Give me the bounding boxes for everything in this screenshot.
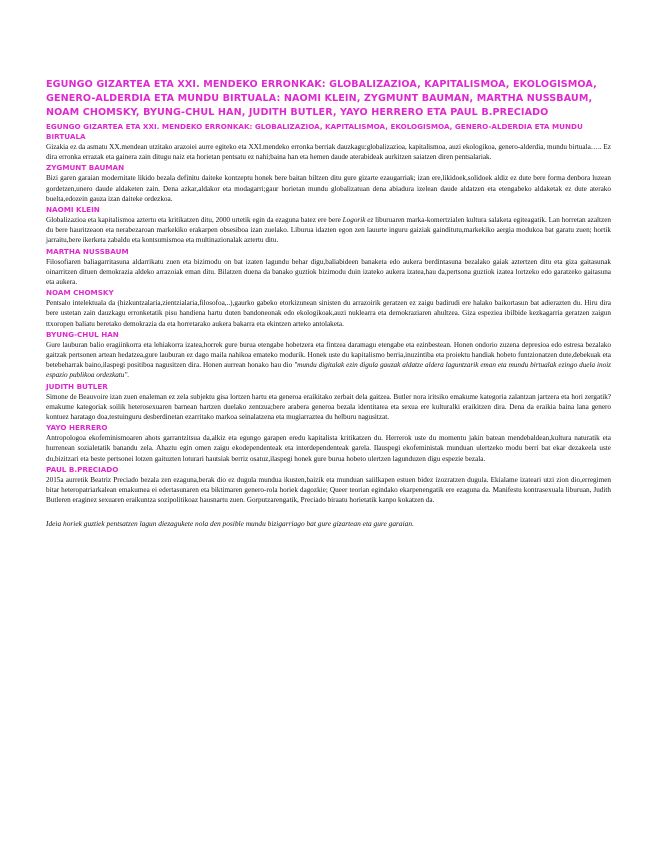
section-heading-chomsky: NOAM CHOMSKY [46,288,114,298]
section-heading-bauman: ZYGMUNT BAUMAN [46,163,125,173]
section-heading-preciado: PAUL B.PRECIADO [46,464,119,474]
section-text-preciado: 2015a aurretik Beatriz Preciado bezala zen ezaguna,berak dio ez dugula mundua ikusten,baizik eta munduan saiilkapen estuen bidez izozratzen dugula. Ekialame izateari utzi zion dio,erregimen bitar heteropatriarkalean emakumea ei edertasunaren eta biktimaren genero-rola horiek dagozkie; Queer teorian egindako ekarpenengatik ere ezaguna da. Manifestu kontrasexuala liburuan, Judith Butleren eraginez sexuaren eraikuntza sozipolitikoaz hausnartu zuen. Gorputzarengatik, Preciado biraatu horietatik kanpo kokatzen da. [46,475,611,505]
klein-text-start: Globalizazioa eta kapitalismoa aztertu eta kritikatzen ditu, 2000 urtetik egin da ezaguna batez ere bere [46,216,343,225]
closing-sentence: Ideia horiek guztiek pentsatzen lagun diezagukete nola den posible mundu bizigarriago bat gure gizartean eta gure garaian. [46,519,414,529]
document-subtitle: EGUNGO GIZARTEA ETA XXI. MENDEKO ERRONKAK: GLOBALIZAZIOA, KAPITALISMOA, EKOLOGISMOA, GENERO-ALDERDIA ETA MUNDU BIRTUALA [46,122,583,141]
section-heading-nussbaum: MARTHA NUSSBAUM [46,246,129,256]
intro-paragraph: Gizakia ez da asmatu XX.mendean utzitako arazoiei aurre egiteko eta XXI.mendeko erronka berriak dauzkagu:globalizazioa, kapitalismoa, auzi ekologikoa, genero-alderdia, mundu birtuala….. Ez dira erronka errazak eta gainera zain ditugu naiz eta horietan pentsatu ez nahi;baina han eta hemen daude aterabideak aurkitzen saiatzen diren pentsalariak. [46,143,611,162]
document-title: EGUNGO GIZARTEA ETA XXI. MENDEKO ERRONKAK: GLOBALIZAZIOA, KAPITALISMOA, EKOLOGISMOA, GENERO-ALDERDIA ETA MUNDU BIRTUALA: NAOMI KLEIN, ZYGMUNT BAUMAN, MARTHA NUSSBAUM, NOAM CHOMSKY, BYUNG-CHUL HAN, JUDITH BUTLER, YAYO HERRERO ETA PAUL B.PRECIADO [46,79,597,118]
section-text-herrero: Antropologoa ekofeminismoaren ahots garrantzitsua da,alkiz eta egungo garapen eredu kapitalista kritikatzen du. Herrerok uste du momentu jakin batean mendebaldean,kultura naturatik eta hurrenean sozialetatik banandu zela. Ahaztu egin omen zaigu ekodependenteak eta interdependenteak garela. Ilauspegi ekofeministak munduan ulertzeko modu berri bat ekar dezakeela uste du,bizitzari eta beste pertsonei lotzen gaituzten loturari hautsiak berriz osatuz,ilaspegi honek gure burua hobeto ulertzen lagunduzen digu espezie bezala. [46,434,611,463]
section-heading-klein: NAOMI KLEIN [46,205,100,215]
han-text-start: Gure lauburan balio eragiinkorra eta lehiakorra izatea,horrek gure burua etengabe hobetzera eta fintzea daramagu etengabe eta ezinbestean. Honen ondorio zuzena depresioa edo estresa bezalako gaitzak pertsonen artean hedatzea,gure lauburan ez dago maila nahikoa emateko modurik. Honek uste du kapitalismo berria,inuzintiba eta proiektu handiak hobeto funtzionatzen dute,debekuak eta betebeharrak baino,ilaspegi positiboa nagusitzen dira. Honen aurrean honako hau dio [46,340,611,370]
section-text-nussbaum: Filosofiaren baliagarritasuna aldarrikatu zuen eta bizimodu on bat izaten lagundu behar digu,baliabideen banaketa edo aukera berdintasuna bezalako gaiak aztertzen ditu eta giza gaitasunak oinarritzen dituen demokrazia aldeko arrazoiak eman ditu. Bilatzen duena da banako guztiok bizimodu duin izateko aukera izatea,hau da,pertsona guztiok izatea lortzeko edo garatzeko gaitasuna eta aukera. [46,257,611,287]
section-text-butler: Simone de Beauvoire izan zuen enaleman ez zela subjektu gisa lortzen hartu eta generoa eraikitako zerbait dela gaitzea. Butler nora iritsiko emakume kategoria zalantzan jartzera eta hori zergatik? emakume kategoriak soilik heterosexuaren barnean hartzen duelako zentzua;bere arabera generoa bezala identitatea eta sexua ere kulturalki eraikitzen dira. Dena da eraikia baina lana genero kontuez haratago doa,testuinguru desberdinetan ezarritako markoa seinalatzena eta mugiarraztea du helburu nagusitzat. [46,392,611,422]
section-text-bauman: Bizi garen garaian modernitate likido bezala definitu daiteke kontzeptu honek bere baitan biltzen ditu gure gizarte ezaugarriak; izan ere,likidoek,solidoek aldiz ez dute bere forma denbora luzean gordetzen,unero daude aldaketen zain. Dena azkar,aldakor eta modagarri;gaur horietan mundu globalizatuan dena abiadura izelean daude aldatzen eta etengabeko aldaketak ez dute aterako buelta,edozein gauza izan daiteke ordezkoa. [46,174,611,203]
section-heading-butler: JUDITH BUTLER [46,381,108,391]
document-page [46,78,611,529]
section-heading-han: BYUNG-CHUL HAN [46,329,119,339]
section-text-han [46,340,611,381]
section-heading-herrero: YAYO HERRERO [46,423,108,433]
klein-text-end: liburuaren marka-komertzialen kultura salaketa egiteagatik. Lan horretan azaltzen du bere hauritzeaon eta nerabezaroan markekiko erakarpen obsesiboa izan zuelako. Liburua idazten egon zen lauurte inguru gaiziak gainditutu,markekiko aergia modukoa bat garatu zuen; hortik jarraitu,bere ikerketa zabaldu eta kontsumismoa eta multinazionalak aztertu ditu. [46,216,611,245]
section-text-chomsky: Pentsalo intelektuala da (hizkuntzalaria,zientzialaria,filosofoa,..),gaurko gabeko etorkizunean sinisten du arrazoirik geratzen ez zaigu badirudi ere halako baikortasun bat adierazten du. Hiru dira bere ustetan zain dauzkagu erronketatik pisu handiena hartu duten bandoneonak edo ekologikoak,auzi nuklearra eta demokraziaren ahultzea. Giza espeziea ibilbide kezkagarria geratzen zaigun ttxoropen baliatu beretako demokrazia da eta horretarako aukera bakarra eta ekintzen arteko antolaketa. [46,299,611,328]
section-text-klein [46,215,611,246]
klein-book-title: Logorik ez [342,216,374,225]
han-quote: "mundu digitalak ezin digula gauzak aldatze aldera laguntzarik eman eta mundu birtualak ezingo duela inoiz espazio publikoa ordezkatu". [46,361,611,380]
